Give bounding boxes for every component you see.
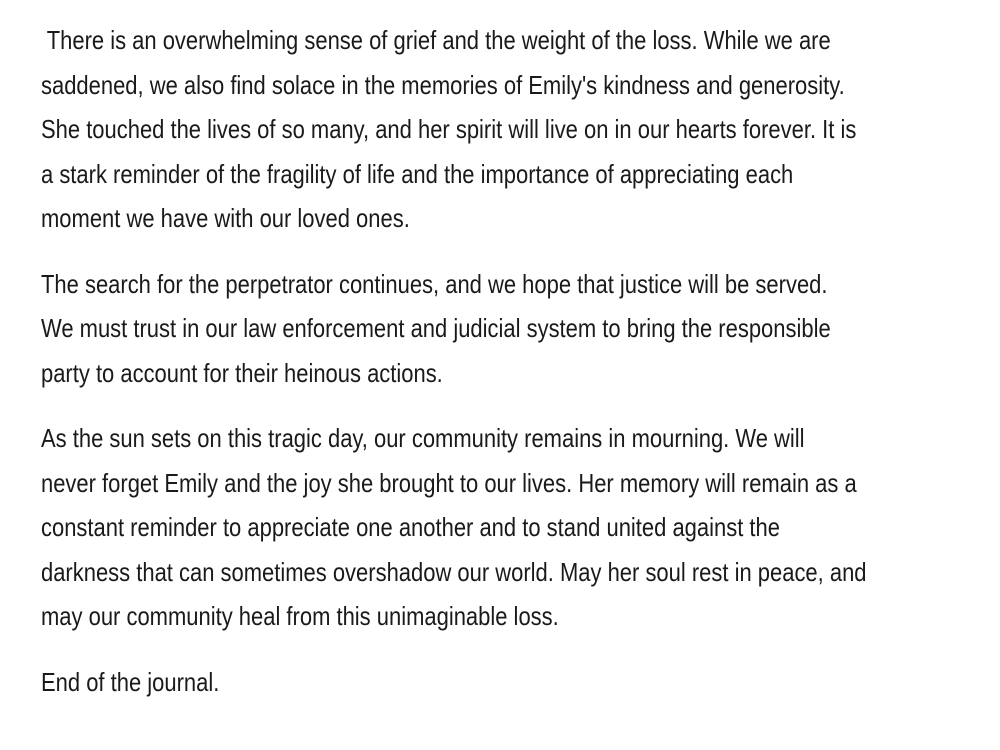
text-line: The search for the perpetrator continues, and we hope that justice will be served.	[41, 268, 828, 299]
paragraph-1	[41, 18, 954, 241]
paragraph-3	[41, 416, 954, 639]
text-line: party to account for their heinous actions.	[41, 357, 443, 388]
text-line: constant reminder to appreciate one another and to stand united against the	[41, 512, 780, 542]
text-line: moment we have with our loved ones.	[41, 203, 410, 233]
journal-text	[41, 18, 954, 725]
text-line: As the sun sets on this tragic day, our community remains in mourning. We will	[41, 423, 805, 453]
text-line: End of the journal.	[41, 666, 220, 697]
text-line: never forget Emily and the joy she brought to our lives. Her memory will remain as a	[41, 467, 857, 498]
text-line: darkness that can sometimes overshadow our world. May her soul rest in peace, and	[41, 556, 867, 587]
text-line: She touched the lives of so many, and her spirit will live on in our hearts forever. It is	[41, 114, 857, 144]
text-line: We must trust in our law enforcement and judicial system to bring the responsible	[41, 313, 831, 343]
paragraph-4	[41, 660, 954, 705]
text-line: saddened, we also find solace in the memories of Emily's kindness and generosity.	[41, 69, 845, 100]
text-line: There is an overwhelming sense of grief and the weight of the loss. While we are	[41, 25, 831, 55]
text-line: a stark reminder of the fragility of life and the importance of appreciating each	[41, 158, 794, 189]
text-line: may our community heal from this unimaginable loss.	[41, 601, 559, 631]
paragraph-2	[41, 262, 954, 396]
